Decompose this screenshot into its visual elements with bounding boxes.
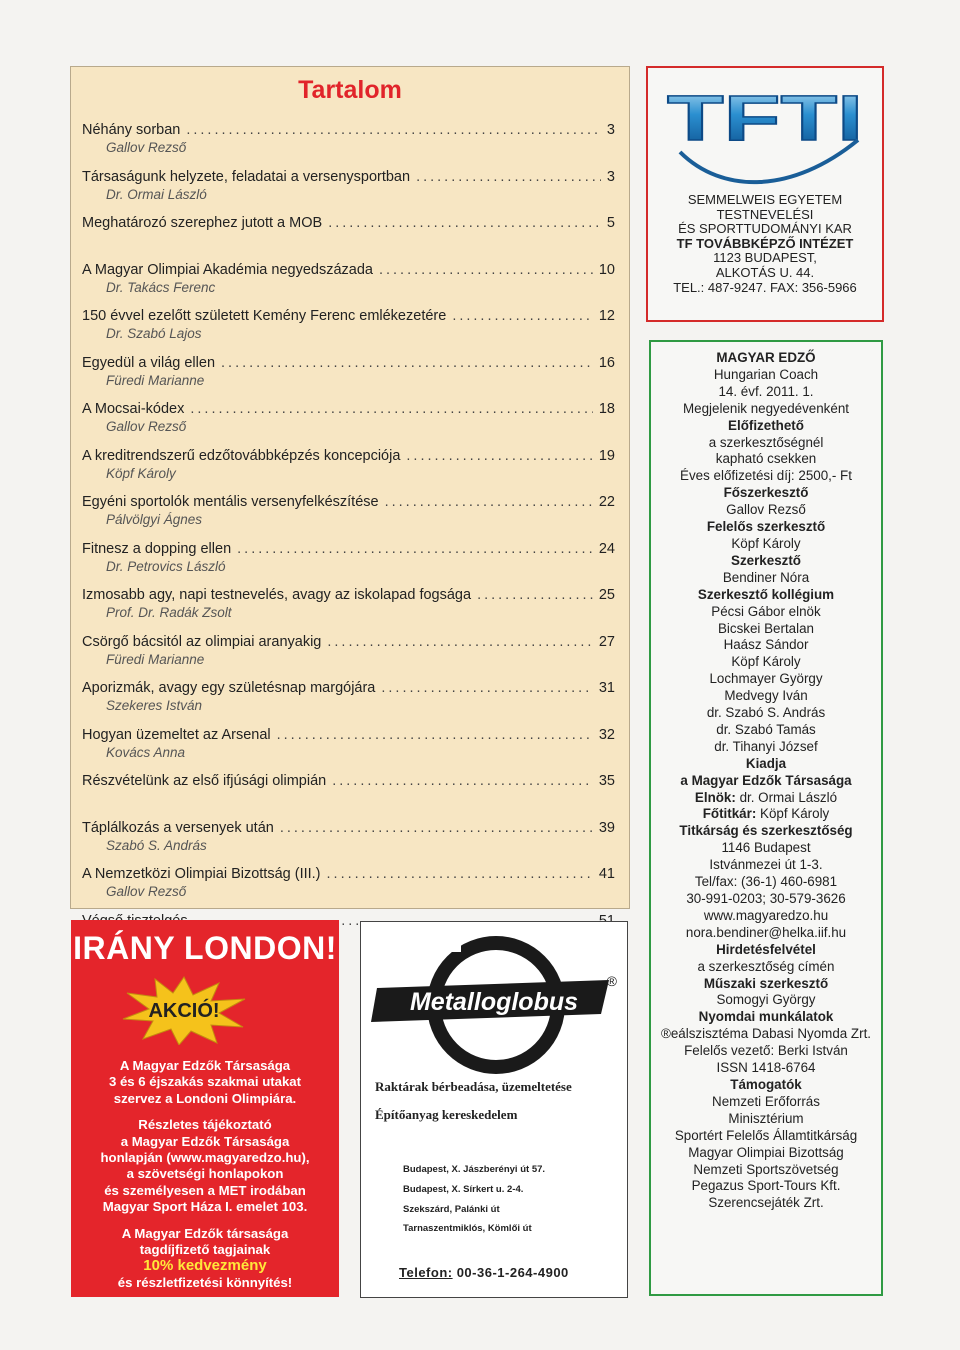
promo-line: 3 és 6 éjszakás szakmai utakat: [108, 1074, 302, 1090]
website-link[interactable]: www.magyaredzo.hu: [703, 907, 829, 923]
tfti-line: TF TOVÁBBKÉPZŐ INTÉZET: [676, 235, 854, 251]
toc-page-number: 10: [598, 261, 615, 278]
toc-entry-author: Gallov Rezső: [106, 419, 187, 434]
toc-entry-author: Dr. Takács Ferenc: [106, 279, 216, 295]
phone-number: 00-36-1-264-4900: [452, 1265, 569, 1280]
promo-body: [71, 1058, 339, 1291]
imprint-line: Haász Sándor: [723, 637, 809, 653]
imprint-line: dr. Tihanyi József: [714, 738, 818, 754]
tfti-line: TEL.: 487-9247. FAX: 356-5966: [673, 279, 857, 295]
toc-leader-dots: [280, 819, 593, 837]
promo-line: tagdíjfizető tagjainak: [139, 1242, 271, 1258]
registered-mark: ®: [606, 973, 617, 989]
toc-entry[interactable]: [82, 865, 615, 912]
toc-entry-title: Táplálkozás a versenyek után: [82, 819, 274, 836]
toc-entry[interactable]: [82, 214, 615, 261]
toc-entry-title: Csörgő bácsitól az olimpiai aranyakig: [82, 633, 322, 650]
toc-line: [82, 586, 615, 604]
promo-line: A Magyar Edzők társasága: [121, 1225, 289, 1241]
brand-name: Metalloglobus: [409, 988, 579, 1016]
imprint-line: Lochmayer György: [709, 671, 823, 687]
promo-line: a Magyar Edzők Társasága: [120, 1133, 290, 1149]
ad-phone: [399, 1265, 569, 1280]
tfti-logo-text: TFTI: [667, 82, 863, 154]
toc-line: [82, 679, 615, 697]
promo-line: Magyar Sport Háza I. emelet 103.: [102, 1199, 308, 1215]
toc-line: [82, 307, 615, 325]
toc-leader-dots: [277, 726, 593, 744]
toc-page-number: 39: [598, 819, 615, 836]
email-link[interactable]: nora.bendiner@helka.iif.hu: [685, 924, 847, 940]
toc-entry-author: Szekeres István: [106, 698, 203, 713]
imprint-heading: Nyomdai munkálatok: [698, 1009, 834, 1025]
ad-address: Tarnaszentmiklós, Kömlői út: [403, 1223, 532, 1235]
tfti-line: TESTNEVELÉSI: [716, 206, 814, 222]
toc-entry-author: Kovács Anna: [106, 744, 186, 760]
imprint-heading: Kiadja: [745, 755, 787, 771]
toc-line: [82, 447, 615, 465]
imprint-line: a szerkesztőség címén: [697, 958, 835, 974]
tfti-line: ALKOTÁS U. 44.: [715, 264, 815, 280]
tfti-line: ÉS SPORTTUDOMÁNYI KAR: [678, 221, 852, 237]
imprint-line: Köpf Károly: [731, 535, 801, 551]
toc-line: [82, 261, 615, 279]
london-promo: [71, 920, 339, 1297]
imprint-line: dr. Szabó Tamás: [716, 721, 816, 737]
imprint-line: ISSN 1418-6764: [716, 1060, 816, 1076]
toc-page-number: 19: [598, 447, 615, 464]
toc-entry-author: Dr. Szabó Lajos: [106, 326, 202, 341]
toc-page-number: 3: [606, 122, 615, 138]
toc-line: [82, 726, 615, 744]
imprint-line: Köpf Károly: [731, 654, 801, 670]
imprint-line: ®eálszisztéma Dabasi Nyomda Zrt.: [660, 1026, 872, 1042]
toc-line: [82, 633, 615, 651]
toc-line: [82, 772, 615, 790]
tfti-logo: [662, 82, 868, 190]
toc-entry-title: A Mocsai-kódex: [82, 401, 185, 417]
toc-entry[interactable]: [82, 168, 615, 215]
imprint-line: Bendiner Nóra: [722, 569, 810, 585]
imprint-heading: Hirdetésfelvétel: [716, 941, 816, 957]
president-label: Elnök:: [694, 789, 736, 805]
toc-entry[interactable]: [82, 307, 615, 354]
toc-entry-author: Füredi Marianne: [106, 372, 205, 388]
tfti-line: SEMMELWEIS EGYETEM: [687, 192, 843, 207]
promo-line: Részletes tájékoztató: [138, 1117, 272, 1133]
promo-line: és személyesen a MET irodában: [104, 1182, 306, 1198]
tfti-box: [646, 66, 884, 322]
toc-leader-dots: [332, 772, 593, 790]
toc-page-number: 31: [598, 680, 615, 696]
imprint-line: Magyar Olimpiai Bizottság: [688, 1144, 844, 1160]
imprint-line: dr. Szabó S. András: [706, 705, 826, 721]
ad-service-2: Építőanyag kereskedelem: [375, 1107, 518, 1122]
imprint-heading: Szerkesztő: [731, 552, 801, 568]
tfti-line: 1123 BUDAPEST,: [713, 250, 817, 266]
toc-entry-author: Gallov Rezső: [106, 140, 187, 155]
imprint-heading: Műszaki szerkesztő: [703, 975, 829, 991]
toc-entry-author: Prof. Dr. Radák Zsolt: [106, 605, 232, 620]
ad-addresses: [403, 1160, 545, 1239]
toc-line: [82, 354, 615, 372]
toc-page-number: 12: [598, 308, 615, 324]
toc-entry-title: Egyéni sportolók mentális versenyfelkészítése: [82, 494, 379, 510]
toc-entry-title: Részvételünk az első ifjúsági olimpián: [82, 773, 327, 789]
toc-leader-dots: [186, 121, 601, 139]
toc-entry[interactable]: [82, 540, 615, 587]
toc-page-number: 27: [598, 633, 615, 650]
promo-line: a szövetségi honlapokon: [126, 1166, 284, 1182]
imprint-line: Szerencsejáték Zrt.: [708, 1195, 824, 1211]
promo-line: és részletfizetési könnyítés!: [117, 1274, 293, 1290]
imprint-line: Tel/fax: (36-1) 460-6981: [694, 874, 838, 890]
imprint-line: Nemzeti Sportszövetség: [693, 1161, 839, 1177]
toc-entry-title: Társaságunk helyzete, feladatai a versenysportban: [82, 168, 411, 185]
toc-entry-title: Fitnesz a dopping ellen: [82, 540, 232, 557]
imprint-line: [651, 790, 881, 807]
imprint-box: [649, 340, 883, 1296]
imprint-line: Hungarian Coach: [713, 366, 819, 382]
toc-entry[interactable]: [82, 447, 615, 494]
imprint-line: Megjelenik negyedévenként: [682, 400, 849, 416]
toc-leader-dots: [221, 354, 593, 372]
toc-page-number: 3: [606, 168, 615, 185]
imprint-line: Pécsi Gábor elnök: [711, 603, 821, 619]
imprint-heading: Szerkesztő kollégium: [697, 586, 835, 602]
imprint-line: Sportért Felelős Államtitkárság: [674, 1127, 858, 1143]
toc-line: [82, 819, 615, 837]
toc-entry[interactable]: [82, 726, 615, 773]
secretary-name: Köpf Károly: [756, 806, 830, 822]
toc-page-number: 18: [598, 401, 615, 417]
toc-leader-dots: [327, 865, 593, 883]
ad-address: Budapest, X. Jászberényi út 57.: [403, 1164, 546, 1175]
imprint-line: a szerkesztőségnél: [708, 434, 824, 450]
toc-page-number: 41: [598, 866, 615, 882]
toc-leader-dots: [328, 214, 601, 232]
toc-entry[interactable]: [82, 354, 615, 401]
toc-line: [82, 214, 615, 232]
ad-address: Budapest, X. Sírkert u. 2-4.: [403, 1183, 524, 1195]
toc-entry-title: A kreditrendszerű edzőtovábbképzés koncepciója: [82, 447, 401, 464]
toc-leader-dots: [327, 633, 592, 651]
imprint-line: [651, 806, 881, 823]
toc-entry-title: Izmosabb agy, napi testnevelés, avagy az iskolapad fogsága: [82, 587, 472, 603]
toc-entry-title: Hogyan üzemeltet az Arsenal: [82, 726, 271, 743]
imprint-line: Pegazus Sport-Tours Kft.: [691, 1178, 841, 1194]
toc-title: Tartalom: [298, 76, 402, 104]
imprint-line: Gallov Rezső: [726, 502, 806, 518]
imprint-text: [651, 342, 881, 1212]
toc-entry-title: A Magyar Olimpiai Akadémia negyedszázada: [82, 261, 373, 278]
toc-entry-title: 150 évvel ezelőtt született Kemény Ferenc emlékezetére: [82, 308, 447, 324]
toc-entry-author: Dr. Ormai László: [106, 186, 207, 202]
toc-page-number: 32: [598, 726, 615, 743]
toc-entry-author: Dr. Petrovics László: [106, 558, 226, 574]
toc-entry[interactable]: [82, 819, 615, 866]
imprint-line: 30-991-0203; 30-579-3626: [686, 891, 846, 906]
toc-entry-author: Füredi Marianne: [106, 651, 205, 667]
ad-address: Szekszárd, Palánki út: [403, 1203, 500, 1215]
imprint-line: 14. évf. 2011. 1.: [718, 383, 814, 399]
toc-entry[interactable]: [82, 633, 615, 680]
promo-headline: IRÁNY LONDON!: [73, 930, 337, 966]
tfti-address: [648, 193, 882, 295]
ad-service-1: Raktárak bérbeadása, üzemeltetése: [375, 1079, 572, 1094]
table-of-contents: [70, 66, 630, 909]
toc-leader-dots: [379, 261, 593, 279]
toc-leader-dots: [381, 679, 592, 697]
promo-line: szervez a Londoni Olimpiára.: [113, 1090, 297, 1106]
toc-leader-dots: [452, 307, 593, 325]
imprint-line: kapható csekken: [715, 451, 817, 467]
toc-page-number: 16: [598, 354, 615, 371]
promo-line: honlapján (www.magyaredzo.hu),: [100, 1150, 310, 1166]
toc-leader-dots: [190, 400, 593, 418]
toc-entry[interactable]: [82, 493, 615, 540]
imprint-line: Medvegy Iván: [724, 688, 808, 704]
toc-line: [82, 540, 615, 558]
imprint-line: Istvánmezei út 1-3.: [709, 857, 823, 873]
imprint-line: Nemzeti Erőforrás: [712, 1093, 820, 1109]
toc-leader-dots: [385, 493, 593, 511]
toc-entry[interactable]: [82, 400, 615, 447]
toc-list: [82, 121, 615, 958]
toc-leader-dots: [237, 540, 593, 558]
toc-page-number: 5: [606, 215, 615, 231]
toc-entry-title: Meghatározó szerephez jutott a MOB: [82, 215, 323, 231]
imprint-line: Felelős vezető: Berki István: [684, 1043, 848, 1059]
toc-entry[interactable]: [82, 121, 615, 168]
imprint-heading: Főszerkesztő: [723, 485, 809, 501]
imprint-heading: Támogatók: [730, 1076, 802, 1092]
toc-line: [82, 493, 615, 511]
toc-entry-title: Néhány sorban: [82, 122, 181, 138]
toc-leader-dots: [416, 168, 601, 186]
imprint-heading: a Magyar Edzők Társasága: [680, 772, 852, 788]
toc-entry[interactable]: [82, 586, 615, 633]
imprint-line: Éves előfizetési díj: 2500,- Ft: [680, 468, 852, 484]
toc-leader-dots: [406, 447, 592, 465]
toc-entry[interactable]: [82, 261, 615, 308]
imprint-line: Somogyi György: [716, 992, 816, 1008]
toc-entry-title: Aporizmák, avagy egy születésnap margójára: [82, 680, 376, 696]
imprint-heading: Titkárság és szerkesztőség: [679, 823, 853, 839]
toc-entry[interactable]: [82, 772, 615, 819]
promo-line: A Magyar Edzők Társasága: [119, 1058, 291, 1073]
imprint-line: 1146 Budapest: [721, 840, 811, 856]
toc-page-number: 35: [598, 773, 615, 789]
toc-entry[interactable]: [82, 679, 615, 726]
president-name: dr. Ormai László: [735, 789, 838, 805]
metalloglobus-ad: [360, 921, 628, 1298]
toc-line: [82, 168, 615, 186]
metalloglobus-logo: [371, 928, 621, 1078]
secretary-label: Főtitkár:: [702, 806, 757, 822]
promo-badge: AKCIÓ!: [148, 1000, 220, 1022]
toc-entry-author: Szabó S. András: [106, 837, 207, 853]
toc-entry-author: Gallov Rezső: [106, 884, 187, 899]
toc-entry-title: Egyedül a világ ellen: [82, 354, 216, 371]
magazine-title: MAGYAR EDZŐ: [716, 350, 816, 365]
imprint-line: Minisztérium: [728, 1110, 804, 1126]
imprint-line: Bicskei Bertalan: [717, 620, 814, 636]
promo-discount: 10% kedvezmény: [143, 1257, 267, 1275]
toc-leader-dots: [477, 586, 593, 604]
toc-page-number: 25: [598, 587, 615, 603]
imprint-heading: Felelős szerkesztő: [706, 519, 826, 535]
toc-line: [82, 865, 615, 883]
toc-line: [82, 121, 615, 139]
toc-entry-author: Pálvölgyi Ágnes: [106, 512, 203, 527]
toc-line: [82, 400, 615, 418]
imprint-heading: Előfizethető: [728, 417, 804, 433]
toc-entry-author: Köpf Károly: [106, 465, 176, 481]
toc-page-number: 24: [598, 540, 615, 557]
toc-entry-title: A Nemzetközi Olimpiai Bizottság (III.): [82, 866, 321, 882]
toc-page-number: 22: [598, 494, 615, 510]
phone-label: Telefon:: [399, 1265, 453, 1280]
